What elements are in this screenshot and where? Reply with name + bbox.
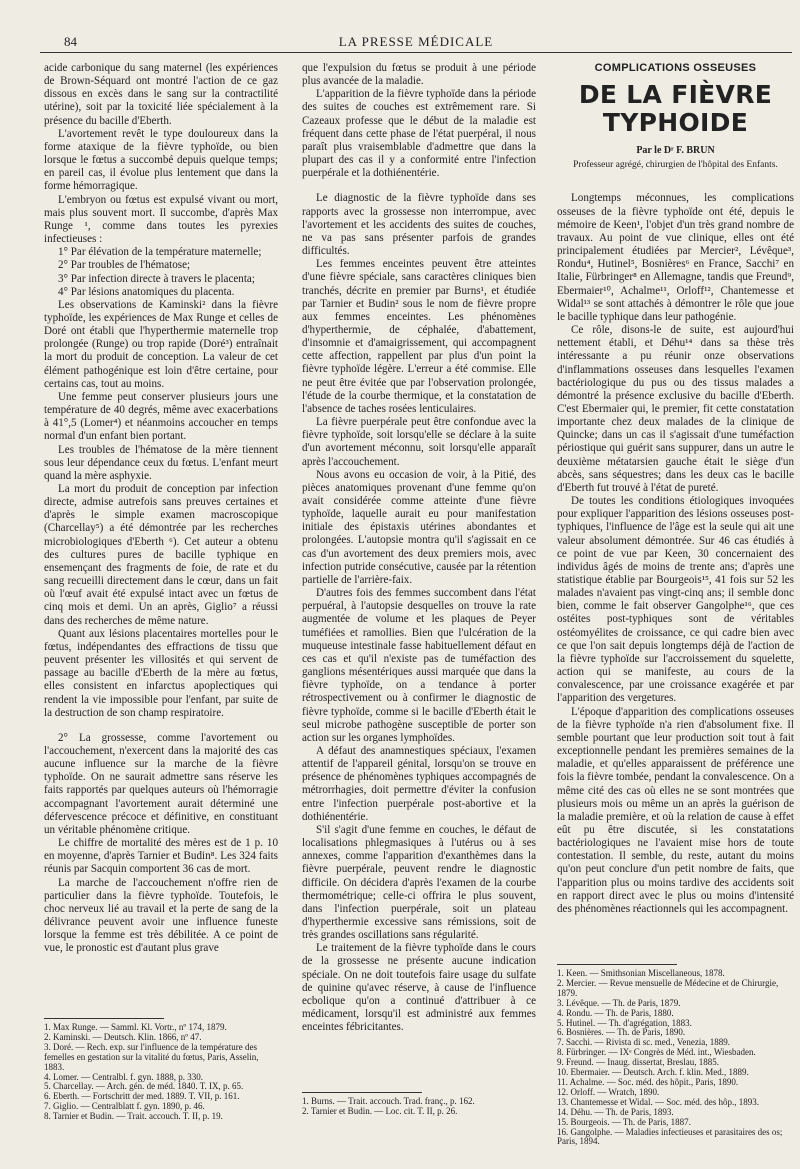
footnote: 9. Freund. — Inaug. dissertat, Breslau, 1885. — [557, 1057, 719, 1068]
paragraph: L'époque d'apparition des complications osseuses de la fièvre typhoïde n'a rien d'absolument fixe. Il semble pourtant que leur production soit tout à fait exceptionnelle pendant les premières semaines de la maladie, et qu'elles apparaissent de préférence une fois la fièvre tombée, pendant la convalescence. On a même cité des cas où elles ne se sont montrées que plusieurs mois ou même un an après la guérison de la maladie première, et où la relation de cause à effet eût pu être discutée, si les constatations bactériologiques ne l'avaient mise hors de toute contestation. Il semble, du reste, autant du moins qu'on peut conclure d'un petit nombre de faits, que l'apparition plus ou moins tardive des accidents soit en rapport direct avec le plus ou moins d'intensité des phénomènes réactionnels qui les accompagnent. — [557, 705, 794, 915]
paragraph: Les troubles de l'hématose de la mère tiennent sous leur dépendance ceux du fœtus. L'enfant meurt quand la mère asphyxie. — [44, 443, 278, 482]
footnote: 1. Max Runge. — Samml. Kl. Vortr., nº 174, 1879. — [44, 1022, 227, 1032]
footnote: 1. Burns. — Trait. accouch. Trad. franç., p. 162. — [302, 1096, 475, 1106]
paragraph: La fièvre puerpérale peut être confondue avec la fièvre typhoïde, soit lorsqu'elle se déclare à la suite d'un avortement méconnu, soit lorsqu'elle apparaît après l'accouchement. — [302, 416, 536, 468]
footnote: 11. Achalme. — Soc. méd. des hôpit., Paris, 1890. — [557, 1076, 739, 1087]
footnote: 3. Doré. — Rech. exp. sur l'influence de la température des femelles en gestation sur la vitalité du fœtus, Paris, Asselin, 1883. — [44, 1041, 259, 1072]
footnote: 6. Eberth. — Fortschritt der med. 1889. T. VII, p. 161. — [44, 1091, 240, 1102]
paragraph: acide carbonique du sang maternel (les expériences de Brown-Séquard ont montré l'action de ce gaz dissous en excès dans le sang sur la contractilité utérine), soit par la toxicité liée spécialement à la présence du bacille d'Eberth. — [44, 62, 278, 127]
paragraph: La mort du produit de conception par infection directe, admise autrefois sans preuves certaines et d'après le simple examen macroscopique (Charcellay⁵) a été démontrée par les recherches microbiologiques d'Eberth ⁶). Cet auteur a obtenu des cultures pures de bacille typhique en ensemençant des fragments de foie, de rate et du sang recueilli directement dans le cœur, dans un fait où l'œuf avait été expulsé intact avec un fœtus de cinq mois et demi. Un an après, Giglio⁷ a réussi dans des recherches de même nature. — [44, 483, 278, 627]
footnotes-right — [557, 964, 794, 1147]
article-title: DE LA FIÈVRE TYPHOIDE — [578, 80, 773, 138]
paragraph: Nous avons eu occasion de voir, à la Pitié, des pièces anatomiques provenant d'une femme qu'on avait considérée comme atteinte d'une fièvre typhoïde, laquelle aurait eu pour manifestation initiale des épistaxis utérines abondantes et prolongées. L'autopsie montra qu'il s'agissait en ce cas d'un avortement des deux premiers mois, avec infection putride consécutive, causée par la rétention partielle de l'arrière-faix. — [302, 468, 536, 586]
footnote: 16. Gangolphe. — Maladies infectieuses et parasitaires des os; Paris, 1894. — [557, 1126, 783, 1147]
paragraph: La marche de l'accouchement n'offre rien de particulier dans la fièvre typhoïde. Toutefois, le choc nerveux lié au travail et la perte de sang de la délivrance peuvent avoir une influence funeste lorsque la femme est très débilitée. A ce point de vue, le pronostic est d'autant plus grave — [44, 876, 278, 955]
footnote: 15. Bourgeois. — Th. de Paris, 1887. — [557, 1116, 691, 1127]
footnote: 14. Déhu. — Th. de Paris, 1893. — [557, 1106, 674, 1117]
paragraph: Longtemps méconnues, les complications osseuses de la fièvre typhoïde ont été, depuis le mémoire de Keen¹, l'objet d'un très grand nombre de travaux. Au point de vue clinique, elles ont été principalement étudiées par Mercier², Lévêque³, Rondu⁴, Hutinel⁵, Bosnières⁶ en France, Sacchi⁷ en Italie, Fürbringer⁸ en Allemagne, tandis que Freund⁹, Ebermaier¹⁰, Achalme¹¹, Orloff¹², Chantemesse et Widal¹³ se sont attachés à démontrer le rôle que joue le bacille typhique dans leur pathogénie. — [557, 192, 794, 323]
footnote: 7. Sacchi. — Rivista di sc. med., Venezia, 1889. — [557, 1037, 731, 1048]
footnote: 8. Fürbringer. — IXᵉ Congrès de Méd. int., Wiesbaden. — [557, 1047, 756, 1058]
footnote: 1. Keen. — Smithsonian Miscellaneous, 1878. — [557, 968, 725, 978]
footnote-rule — [44, 1018, 164, 1019]
journal-title: LA PRESSE MÉDICALE — [338, 34, 494, 49]
footnotes-left — [44, 1018, 278, 1122]
footnote-rule — [557, 964, 677, 965]
paragraph: Ce rôle, disons-le de suite, est aujourd'hui nettement établi, et Déhu¹⁴ dans sa thèse très intéressante a pu réunir onze observations d'inflammations osseuses dans lesquelles l'examen bactériologique du pus ou des tissus malades a démontré la présence exclusive du bacille d'Eberth. C'est Ebermaier qui, le premier, fit cette constatation importante chez deux malades de la clinique de Quincke; dans un cas il s'agissait d'une tuméfaction périostique qui guérit sans suppurer, dans un autre le deuxième métatarsien gauche était le siège d'un abcès, sans séquestres; dans les deux cas le bacille d'Eberth fut trouvé à l'état de pureté. — [557, 324, 794, 494]
list-item: 1° Par élévation de la température maternelle; — [58, 246, 262, 259]
paragraph: Les observations de Kaminski² dans la fièvre typhoïde, les expériences de Max Runge et celles de Doré ont établi que l'hyperthermie maternelle trop prolongée (Runge) ou trop rapide (Doré³) entraînait la mort du produit de conception. La valeur de cet élément pathogénique est loin d'être certaine, pour certains cas, tout au moins. — [44, 298, 278, 390]
footnote: 10. Ebermaier. — Deutsch. Arch. f. klin. Med., 1889. — [557, 1067, 749, 1078]
article-affiliation: Professeur agrégé, chirurgien de l'hôpital des Enfants. — [573, 160, 778, 171]
article-author: Par le Dʳ F. BRUN — [636, 145, 715, 157]
footnote: 2. Tarnier et Budin. — Loc. cit. T. II, p. 26. — [302, 1105, 458, 1116]
footnote: 5. Hutinel. — Th. d'agrégation, 1883. — [557, 1017, 692, 1028]
footnote: 5. Charcellay. — Arch. gén. de méd. 1840. T. IX, p. 65. — [44, 1081, 244, 1092]
paragraph: 2° La grossesse, comme l'avortement ou l'accouchement, n'exercent dans la majorité des cas aucune influence sur la marche de la fièvre typhoïde. On ne saurait admettre sans réserve les faits rapportés par quelques auteurs où l'hémorragie accompagnant l'avortement aurait déterminé une défervescence précoce et définitive, en constituant un véritable phénomène critique. — [44, 731, 278, 836]
paragraph: L'avortement revêt le type douloureux dans la forme ataxique de la fièvre typhoïde, ou bien lorsque le fœtus a succombé depuis quelque temps; en pareil cas, il évolue plus lentement que dans la forme hémorragique. — [44, 127, 278, 193]
footnote: 4. Rondu. — Th. de Paris, 1880. — [557, 1007, 674, 1018]
page-header — [40, 30, 792, 53]
footnotes-middle — [302, 1092, 536, 1117]
paragraph: Le traitement de la fièvre typhoïde dans le cours de la grossesse ne présente aucune indication spéciale. On ne doit toutefois faire usage du sulfate de quinine qu'avec réserve, à cause de l'influence ecbolique qu'on a continué d'attribuer à ce médicament, lorsqu'il est administré aux femmes enceintes fébricitantes. — [302, 942, 536, 1034]
paragraph: L'apparition de la fièvre typhoïde dans la période des suites de couches est extrêmement rare. Si Cazeaux professe que le début de la maladie est fréquent dans cette phase de l'état puerpéral, il nous paraît plus vraisemblable d'admettre que dans la plupart des cas il y a conformité entre l'infection puerpérale et la dothiénentérie. — [302, 88, 536, 180]
page-number: 84 — [64, 34, 77, 49]
paragraph: Le chiffre de mortalité des mères est de 1 p. 10 en moyenne, d'après Tarnier et Budin⁸. Les 324 faits réunis par Sacquin comportent 36 cas de mort. — [44, 837, 278, 876]
footnote-rule — [302, 1092, 422, 1093]
paragraph: Le diagnostic de la fièvre typhoïde dans ses rapports avec la grossesse non interrompue, avec l'avortement et les accidents des suites de couches, ne va pas sans présenter parfois de grandes difficultés. — [302, 192, 536, 258]
list-item: 2° Par troubles de l'hématose; — [58, 259, 191, 272]
paragraph: Quant aux lésions placentaires mortelles pour le fœtus, indépendantes des effractions de tissu que peuvent présenter les villosités et qui servent de passage au bacille d'Eberth de la mère au fœtus, elles consistent en infarctus apoplectiques qui rendent la vie impossible pour l'enfant, par suite de la destruction de son champ respiratoire. — [44, 627, 278, 719]
footnote: 12. Orloff. — Wratch, 1890. — [557, 1086, 660, 1097]
footnote: 13. Chantemesse et Widal. — Soc. méd. des hôp., 1893. — [557, 1096, 759, 1107]
footnote: 3. Lévêque. — Th. de Paris, 1879. — [557, 997, 681, 1008]
paragraph: Les femmes enceintes peuvent être atteintes d'une fièvre spéciale, sans caractères cliniques bien tranchés, décrite en premier par Burns¹, et étudiée par Tarnier et Budin² sous le nom de fièvre propre aux femmes enceintes. Les phénomènes d'hyperthermie, de céphalée, d'abattement, d'insomnie et d'amaigrissement, qui accompagnent cette affection, rappellent par plus d'un point la fièvre typhoïde légère. L'erreur a été commise. Elle ne peut être évitée que par l'observation prolongée, l'étude de la courbe thermique, et la constatation de l'absence de taches rosées lenticulaires. — [302, 258, 536, 415]
column-left — [44, 62, 278, 955]
list-item: 3° Par infection directe à travers le placenta; — [58, 272, 255, 285]
column-right — [557, 62, 794, 916]
paragraph: Une femme peut conserver plusieurs jours une température de 40 degrés, même avec exacerbations à 41°,5 (Lomer⁴) et néanmoins accoucher en temps normal d'un enfant bien portant. — [44, 390, 278, 443]
footnote: 4. Lomer. — Centralbl. f. gyn. 1888, p. 330. — [44, 1071, 203, 1082]
footnote: 6. Bosnières. — Th. de Paris, 1890. — [557, 1027, 686, 1038]
paragraph: S'il s'agit d'une femme en couches, le défaut de localisations phlegmasiques à l'utérus ou à ses annexes, comme l'apparition d'exanthèmes dans la fièvre puerpérale, peuvent rendre le diagnostic difficile. On décidera d'après l'examen de la courbe thermométrique; celle-ci offrira le plus souvent, dans l'infection puerpérale, soit un plateau d'hyperthermie excessive sans rémissions, soit de très grandes oscillations sans régularité. — [302, 823, 536, 942]
column-middle — [302, 62, 536, 1034]
footnote: 2. Mercier. — Revue mensuelle de Médecine et de Chirurgie, 1879. — [557, 977, 779, 998]
paragraph: L'embryon ou fœtus est expulsé vivant ou mort, mais plus souvent mort. Il succombe, d'après Max Runge ¹, comme dans toutes les pyrexies infectieuses : — [44, 193, 278, 246]
paragraph: que l'expulsion du fœtus se produit à une période plus avancée de la maladie. — [302, 62, 536, 88]
list-item: 4° Par lésions anatomiques du placenta. — [58, 285, 235, 298]
paragraph: A défaut des anamnestiques spéciaux, l'examen attentif de l'appareil génital, lorsqu'on se trouve en présence de phénomènes typhiques accompagnés de métrorrhagies, doit permettre d'éviter la confusion entre l'infection puerpérale post-abortive et la dothiénentérie. — [302, 744, 536, 823]
article-kicker: COMPLICATIONS OSSEUSES — [594, 62, 757, 74]
footnote: 2. Kaminski. — Deutsch. Klin. 1866, nº 47. — [44, 1031, 202, 1042]
paragraph: D'autres fois des femmes succombent dans l'état perpuéral, à l'autopsie desquelles on trouve la rate augmentée de volume et les plaques de Peyer tuméfiées et ramollies. Bien que l'ulcération de la muqueuse intestinale fasse habituellement défaut en ces cas et qu'il n'existe pas de tuméfaction des ganglions mésentériques aussi marquée que dans la fièvre typhoïde, on a tendance à porter rétrospectivement ou à confirmer le diagnostic de fièvre typhoïde, comme si le bacille d'Eberth était le seul microbe pathogène susceptible de porter son action sur les organes lymphoïdes. — [302, 587, 536, 744]
paragraph: De toutes les conditions étiologiques invoquées pour expliquer l'apparition des lésions osseuses post-typhiques, l'influence de l'âge est la seule qui ait une valeur absolument démontrée. Sur 46 cas étudiés à ce point de vue par Keen, 30 concernaient des individus âgés de moins de trente ans; d'après une statistique établie par Bourgeois¹⁵, 41 fois sur 52 les malades n'avaient pas vingt-cinq ans; il semble donc bien, comme le fait observer Gangolphe¹⁶, que ces ostéites post-typhiques sont de véritables ostéomyélites de croissance, ce qui cadre bien avec ce que l'on sait depuis longtemps déjà de l'action de la fièvre typhoïde sur l'accroissement du squelette, action qui se manifeste, au cours de la convalescence, par une croissance exagérée et par l'apparition des vergetures. — [557, 495, 794, 705]
footnote: 7. Giglio. — Centralblatt f. gyn. 1890, p. 46. — [44, 1101, 205, 1112]
footnote: 8. Tarnier et Budin. — Trait. accouch. T. II, p. 19. — [44, 1111, 223, 1122]
